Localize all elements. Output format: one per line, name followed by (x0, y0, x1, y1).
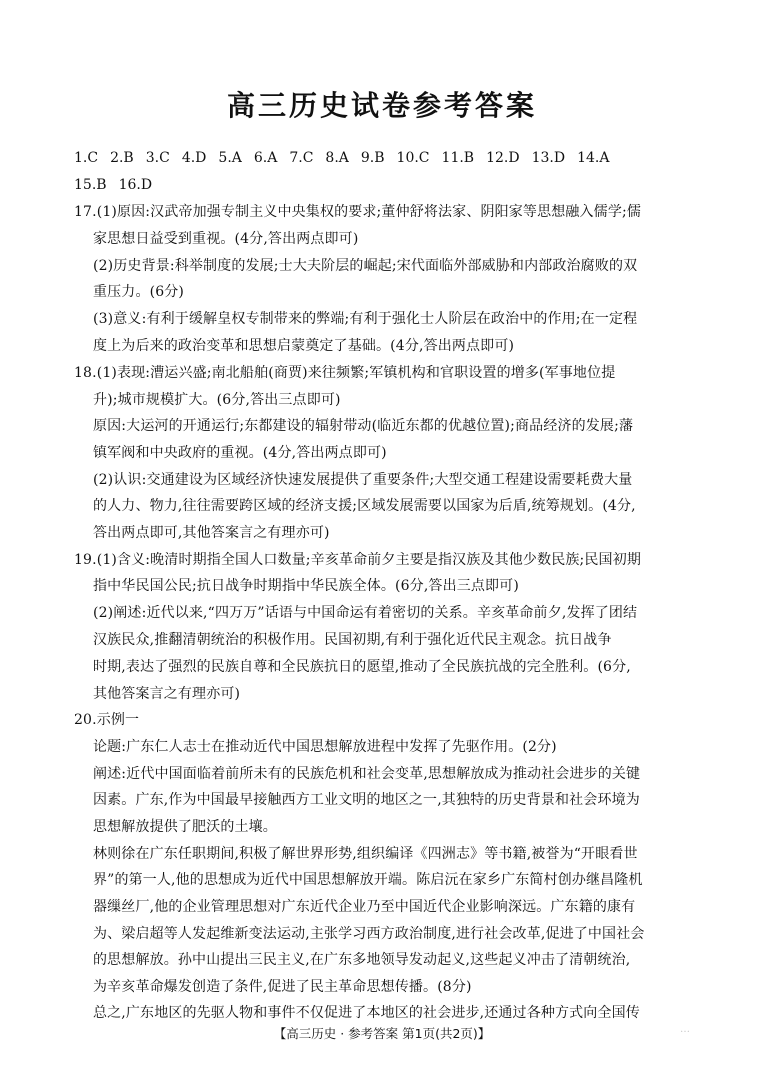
page-title: 高三历史试卷参考答案 (226, 89, 537, 122)
q20-evidence-line2: 界”的第一人,他的思想成为近代中国思想解放开端。陈启沅在家乡广东简村创办继昌隆机 (93, 872, 643, 888)
q20-evidence-line5: 的思想解放。孙中山提出三民主义,在广东多地领导发动起义,这些起义冲击了清朝统治, (93, 952, 631, 968)
choice-answer: 14.A (577, 150, 610, 166)
q20-elaboration-line3: 思想解放提供了肥沃的土壤。 (93, 819, 277, 835)
choice-answer: 8.A (325, 150, 349, 166)
q19-part2-line2: 汉族民众,推翻清朝统治的积极作用。民国初期,有利于强化近代民主观念。抗日战争 (93, 632, 612, 648)
q18-part2-line3: 答出两点即可,其他答案言之有理亦可) (93, 525, 330, 541)
q20-example-heading: 20.示例一 (74, 712, 140, 728)
q17-part3-line1: (3)意义:有利于缓解皇权专制带来的弊端;有利于强化士人阶层在政治中的作用;在一定程 (93, 311, 638, 327)
choice-answer: 5.A (218, 150, 242, 166)
q17-part2-line1: (2)历史背景:科举制度的发展;士大夫阶层的崛起;宋代面临外部威胁和内部政治腐败的双 (93, 258, 638, 274)
choice-answer: 12.D (486, 150, 520, 166)
q20-evidence-line3: 器缫丝厂,他的企业管理思想对广东近代企业乃至中国近代企业影响深远。广东籍的康有 (93, 899, 636, 915)
choice-answer: 11.B (441, 150, 475, 166)
choice-answer: 4.D (181, 150, 207, 166)
q20-conclusion-line1: 总之,广东地区的先驱人物和事件不仅促进了本地区的社会进步,还通过各种方式向全国传 (93, 1005, 640, 1021)
q17-part2-line2: 重压力。(6分) (93, 284, 185, 300)
q17-part3-line2: 度上为后来的政治变革和思想启蒙奠定了基础。(4分,答出两点即可) (93, 338, 515, 354)
q19-part2-line1: (2)阐述:近代以来,“四万万”话语与中国命运有着密切的关系。辛亥革命前夕,发挥了团结 (93, 605, 638, 621)
q19-part2-line4: 其他答案言之有理亦可) (93, 686, 241, 702)
q18-part1-line2: 升);城市规模扩大。(6分,答出三点即可) (93, 392, 341, 408)
q20-evidence-line1: 林则徐在广东任职期间,积极了解世界形势,组织编译《四洲志》等书籍,被誉为“开眼看世 (93, 846, 638, 862)
choice-answer: 13.D (531, 150, 566, 166)
q18-part2-line2: 的人力、物力,往往需要跨区域的经济支援;区域发展需要以国家为后盾,统筹规划。(4分, (93, 498, 636, 514)
choice-answer: 9.B (360, 150, 385, 166)
corner-mark: … (680, 1024, 691, 1035)
q19-part2-line3: 时期,表达了强烈的民族自尊和全民族抗日的愿望,推动了全民族抗战的完全胜利。(6分, (93, 659, 631, 675)
q18-reason-line2: 镇军阀和中央政府的重视。(4分,答出两点即可) (93, 445, 387, 461)
q18-reason-line1: 原因:大运河的开通运行;东都建设的辐射带动(临近东都的优越位置);商品经济的发展;藩 (93, 418, 634, 434)
choice-answer: 7.C (289, 150, 314, 166)
choice-answers-row-2 (74, 178, 164, 192)
choice-answer: 16.D (118, 177, 153, 193)
choice-answer: 1.C (74, 150, 99, 166)
q20-thesis: 论题:广东仁人志士在推动近代中国思想解放进程中发挥了先驱作用。(2分) (93, 739, 557, 755)
q20-elaboration-line1: 阐述:近代中国面临着前所未有的民族危机和社会变革,思想解放成为推动社会进步的关键 (93, 766, 641, 782)
q17-part1-line2: 家思想日益受到重视。(4分,答出两点即可) (93, 231, 359, 247)
choice-answer: 15.B (74, 177, 107, 193)
choice-answer: 2.B (110, 150, 134, 166)
q19-part1-line1: 19.(1)含义:晚清时期指全国人口数量;辛亥革命前夕主要是指汉族及其他少数民族;民国初期 (74, 552, 641, 568)
choice-answer: 6.A (253, 150, 278, 166)
q20-elaboration-line2: 因素。广东,作为中国最早接触西方工业文明的地区之一,其独特的历史背景和社会环境为 (93, 792, 640, 808)
q20-evidence-line4: 为、梁启超等人发起维新变法运动,主张学习西方政治制度,进行社会改革,促进了中国社会 (93, 926, 645, 942)
choice-answer: 10.C (396, 150, 430, 166)
choice-answers-row-1 (74, 151, 621, 165)
q18-part1-line1: 18.(1)表现:漕运兴盛;南北船舶(商贾)来往频繁;军镇机构和官职设置的增多(军事地位提 (74, 365, 616, 381)
q18-part2-line1: (2)认识:交通建设为区域经济快速发展提供了重要条件;大型交通工程建设需要耗费大量 (93, 472, 633, 488)
q20-evidence-line6: 为辛亥革命爆发创造了条件,促进了民主革命思想传播。(8分) (93, 979, 472, 995)
choice-answer: 3.C (145, 150, 170, 166)
q17-part1-line1: 17.(1)原因:汉武帝加强专制主义中央集权的要求;董仲舒将法家、阴阳家等思想融入儒学;儒 (74, 204, 641, 220)
page-footer: 【高三历史 · 参考答案 第1页(共2页)】 (273, 1026, 491, 1041)
q19-part1-line2: 指中华民国公民;抗日战争时期指中华民族全体。(6分,答出三点即可) (93, 578, 519, 594)
